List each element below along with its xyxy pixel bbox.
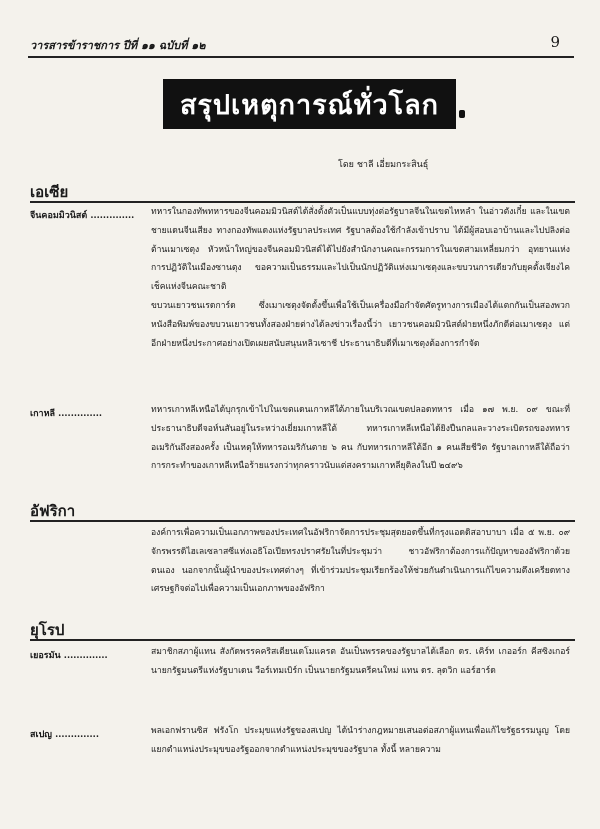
page-number: 9	[550, 33, 560, 51]
region-heading-africa: อัฟริกา	[30, 502, 76, 520]
entry-africa	[151, 524, 570, 599]
banner-title: สรุปเหตุการณ์ทั่วโลก	[179, 89, 440, 121]
header-rule	[28, 56, 574, 58]
entry-korea	[151, 401, 570, 476]
entry-germany	[151, 643, 570, 681]
banner-ornament	[459, 110, 465, 118]
region-rule-africa	[30, 520, 575, 522]
byline: โดย ชาลี เอี่ยมกระสินธุ์	[338, 160, 429, 170]
entry-spain	[151, 722, 570, 760]
region-heading-asia: เอเซีย	[30, 183, 69, 201]
country-label-spain: สเปญ ..............	[30, 730, 99, 740]
region-rule-europe	[30, 639, 575, 641]
entry-paragraph: ทหารในกองทัพทหารของจีนคอมมิวนิสต์ได้สั่งตั้งตัวเป็นแบบทุ่งต่อรัฐบาลจีนในเขตไหหลำ ในอ่าวตังเกี๋ย และในเขตชายแดนจีนเสียง ทางกองทัพแดงแห่งรัฐบาลประเทศ รัฐบาลต้องใช้กำลังเข้าปราบ ได้มีผู้สอบเอาบ้านและไปปลิงต่อต้านเมาเซตุง หัวหน้าใหญ่ของจีนคอมมิวนิสต์ได้ไปยังสำนักงานคณะกรรมการในเขตสามเหลี่ยมกว่า อุทยานแห่งการปฏิวัติในเมืองซานตุง ขอความเป็นธรรมและไปเป็นนักปฏิวัติแห่งเมาเซตุงและขบวนการเดียวกับยุคตั้งเจียงไคเช็คแห่งจีนคณะชาติ	[151, 207, 570, 293]
entry-paragraph: ขบวนเยาวชนเรดการ์ด ซึ่งเมาเซตุงจัดตั้งขึ้นเพื่อใช้เป็นเครื่องมือกำจัดศัตรูทางการเมืองได้แตกกันเป็นสองพวก หนังสือพิมพ์ของขบวนเยาวชนทั้งสองฝ่ายต่างได้ลงข่าวเรื่องนี้ว่า เยาวชนคอมมิวนิสต์ฝ่ายหนึ่งภักดีต่อเมาเซตุง แต่อีกฝ่ายหนึ่งประกาศอย่างเปิดเผยสนับสนุนหลิวเซาชี ประธานาธิบดีที่เมาเซตุงต้องการกำจัด	[151, 300, 570, 349]
entry-china	[151, 203, 570, 353]
country-label-china: จีนคอมมิวนิสต์ ..............	[30, 211, 135, 221]
entry-paragraph: ทหารเกาหลีเหนือได้บุกรุกเข้าไปในเขตแดนเกาหลีใต้ภายในบริเวณเขตปลอดทหาร เมื่อ ๑๗ พ.ย. ๐๙ ขณะที่ประธานาธิบดีจอห์นสันอยู่ในระหว่างเยี่ยมเกาหลีใต้ ทหารเกาหลีเหนือได้ยิงปืนกลและวางระเบิดรถของทหารอเมริกันถึงสองครั้ง เป็นเหตุให้ทหารอเมริกันตาย ๖ คน กับทหารเกาหลีใต้อีก ๑ คนเสียชีวิต รัฐบาลเกาหลีใต้ถือว่าการกระทำของเกาหลีเหนือร้ายแรงกว่าทุกคราวนับแต่สงครามเกาหลียุติลงในปี ๒๔๙๖	[151, 405, 570, 472]
section-banner	[163, 79, 456, 129]
entry-paragraph: องค์การเพื่อความเป็นเอกภาพของประเทศในอัฟริกาจัดการประชุมสุดยอดขึ้นที่กรุงแอดดิสอาบาบา เมื่อ ๕ พ.ย. ๐๙ จักรพรรดิไฮเลเซลาสซีแห่งเอธิโอเปียทรงปราศรัยในที่ประชุมว่า ชาวอัฟริกาต้องการแก้ปัญหาของอัฟริกาด้วยตนเอง นอกจากนั้นผู้นำของประเทศต่างๆ ที่เข้าร่วมประชุมเรียกร้องให้ช่วยกันดำเนินการแก้ไขความตึงเครียดทางเศรษฐกิจต่อไปเพื่อความเป็นเอกภาพของอัฟริกา	[151, 528, 570, 595]
entry-paragraph: สมาชิกสภาผู้แทน สังกัดพรรคคริสเตียนเดโมแครต อันเป็นพรรคของรัฐบาลได้เลือก ดร. เคิร์ท เกออร์ก คีสซิงเกอร์ นายกรัฐมนตรีแห่งรัฐบาเดน วือร์เทมเบิร์ก เป็นนายกรัฐมนตรีคนใหม่ แทน ดร. ลุดวิก แอร์ฮาร์ด	[151, 647, 570, 676]
entry-paragraph: พลเอกฟรานซิส ฟรังโก ประมุขแห่งรัฐของสเปญ ได้นำร่างกฎหมายเสนอต่อสภาผู้แทนเพื่อแก้ไขรัฐธรรมนูญ โดยแยกตำแหน่งประมุขของรัฐออกจากตำแหน่งประมุขของรัฐบาล ทั้งนี้ หลายความ	[151, 726, 570, 755]
running-head: วารสารข้าราชการ ปีที่ ๑๑ ฉบับที่ ๑๒	[30, 39, 206, 52]
country-label-germany: เยอรมัน ..............	[30, 651, 108, 661]
country-label-korea: เกาหลี ..............	[30, 409, 103, 419]
region-heading-europe: ยุโรป	[30, 621, 65, 639]
